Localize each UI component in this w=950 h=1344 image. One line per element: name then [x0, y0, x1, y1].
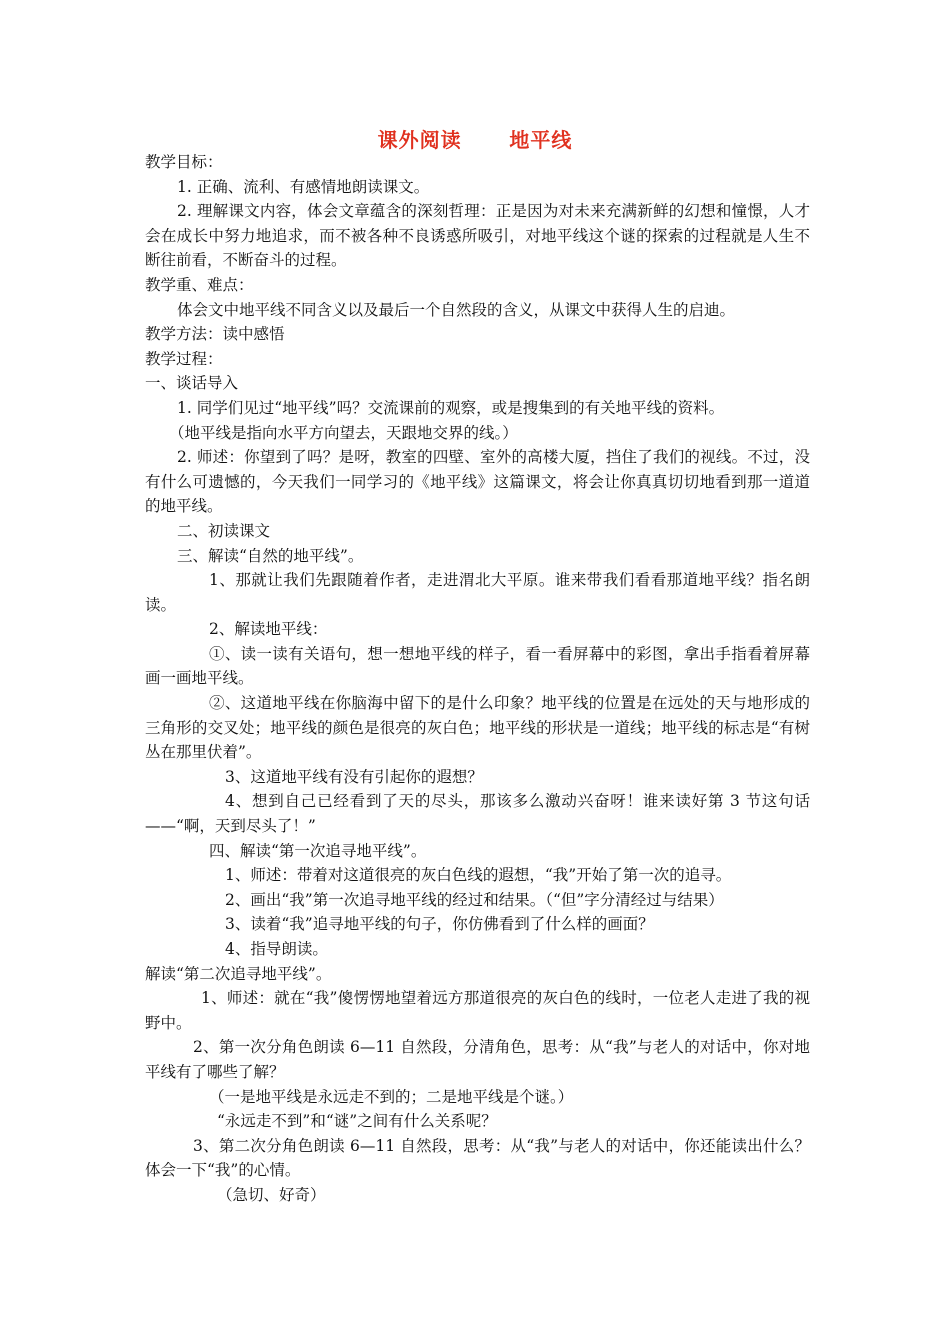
process-step-2-heading: 二、初读课文 — [177, 521, 271, 540]
process-step-4-heading: 四、解读“第一次追寻地平线”。 — [209, 841, 427, 860]
process-step-5-item-3: 3、第二次分角色朗读 6—11 自然段，思考：从“我”与老人的对话中，你还能读出什么？体会一下“我”的心情。 — [145, 1136, 810, 1180]
process-step-5-note-2: （急切、好奇） — [217, 1185, 326, 1204]
process-step-3-item-3: 3、这道地平线有没有引起你的遐想？ — [225, 767, 483, 786]
document-title: 课外阅读 地平线 — [377, 128, 573, 152]
section-heading-process: 教学过程： — [145, 349, 223, 368]
process-step-1-heading: 一、谈话导入 — [145, 374, 239, 393]
process-step-4-item-2: 2、画出“我”第一次追寻地平线的经过和结果。（“但”字分清经过与结果） — [225, 890, 724, 909]
process-step-5-heading: 解读“第二次追寻地平线”。 — [145, 964, 332, 983]
key-points-text: 体会文中地平线不同含义以及最后一个自然段的含义，从课文中获得人生的启迪。 — [177, 300, 736, 319]
process-step-3-sub-1: ①、读一读有关语句，想一想地平线的样子，看一看屏幕中的彩图，拿出手指看着屏幕画一画地平线。 — [145, 644, 810, 688]
process-step-1-note: （地平线是指向水平方向望去，天跟地交界的线。） — [169, 423, 518, 442]
goal-item-1: 1. 正确、流利、有感情地朗读课文。 — [177, 177, 430, 196]
document-body — [145, 150, 810, 1208]
section-heading-method: 教学方法：读中感悟 — [145, 325, 285, 344]
process-step-1-item-1: 1. 同学们见过“地平线”吗？交流课前的观察，或是搜集到的有关地平线的资料。 — [177, 398, 725, 417]
process-step-5-note-1: （一是地平线是永远走不到的；二是地平线是个谜。） — [209, 1087, 574, 1106]
process-step-4-item-4: 4、指导朗读。 — [225, 940, 328, 958]
process-step-5-item-2: 2、第一次分角色朗读 6—11 自然段，分清角色，思考：从“我”与老人的对话中，你对地平线有了哪些了解？ — [145, 1038, 810, 1081]
goal-item-2: 2. 理解课文内容，体会文章蕴含的深刻哲理：正是因为对未来充满新鲜的幻想和憧憬，人才会在成长中努力地追求，而不被各种不良诱惑所吸引，对地平线这个谜的探索的过程就是人生不断往前看，不断奋斗的过程。 — [145, 202, 810, 270]
process-step-3-heading: 三、解读“自然的地平线”。 — [177, 546, 364, 565]
process-step-3-item-2: 2、解读地平线： — [209, 620, 328, 639]
process-step-3-sub-2: ②、这道地平线在你脑海中留下的是什么印象？地平线的位置是在远处的天与地形成的三角形的交叉处；地平线的颜色是很亮的灰白色；地平线的形状是一道线；地平线的标志是“有树丛在那里伏着”。 — [145, 694, 810, 762]
process-step-5-question: “永远走不到”和“谜”之间有什么关系呢？ — [217, 1112, 497, 1131]
process-step-3-item-1: 1、那就让我们先跟随着作者，走进渭北大平原。谁来带我们看看那道地平线？指名朗读。 — [145, 571, 810, 614]
section-heading-key-points: 教学重、难点： — [145, 275, 254, 294]
process-step-5-item-1: 1、师述：就在“我”傻愣愣地望着远方那道很亮的灰白色的线时，一位老人走进了我的视野中。 — [145, 989, 810, 1032]
section-heading-goals: 教学目标： — [145, 153, 223, 171]
process-step-4-item-3: 3、读着“我”追寻地平线的句子，你仿佛看到了什么样的画面？ — [225, 915, 654, 934]
process-step-4-item-1: 1、师述：带着对这道很亮的灰白色线的遐想，“我”开始了第一次的追寻。 — [225, 866, 732, 885]
process-step-1-item-2: 2. 师述：你望到了吗？是呀，教室的四壁、室外的高楼大厦，挡住了我们的视线。不过，没有什么可遗憾的，今天我们一同学习的《地平线》这篇课文，将会让你真真切切地看到那一道道的地平线。 — [145, 448, 810, 516]
process-step-3-item-4: 4、想到自己已经看到了天的尽头，那该多么激动兴奋呀！谁来读好第 3 节这句话——“啊，天到尽头了！” — [145, 792, 810, 836]
